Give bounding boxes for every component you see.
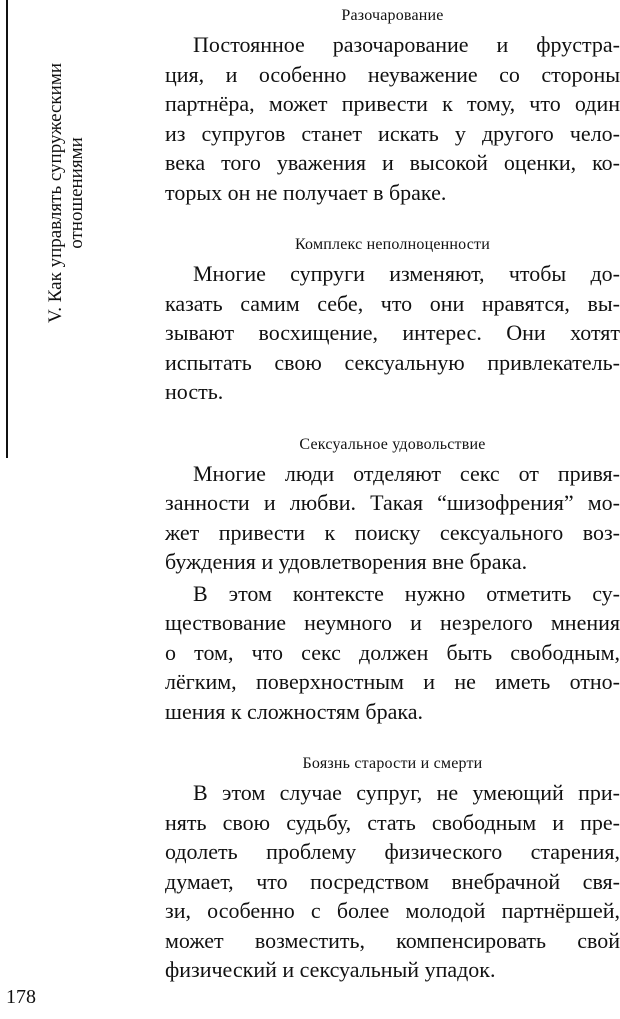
text-line: партнёра, может привести к тому, что один — [165, 91, 620, 116]
running-head-line-2: отношениями — [66, 137, 87, 249]
text-line: одолеть проблему физического старения, — [165, 839, 620, 864]
text-line: о том, что секс должен быть свободным, — [165, 639, 620, 665]
paragraph — [165, 259, 620, 407]
text-line: ность. — [165, 379, 224, 404]
text-line: занности и любви. Такая “шизофрения” мо- — [165, 490, 620, 515]
text-line: В этом случае супруг, не умеющий при- — [193, 780, 620, 805]
text-line: жет привести к поиску сексуального воз- — [165, 519, 620, 545]
text-line: шения к сложностям брака. — [165, 698, 423, 724]
running-head-line-1: V. Как управлять супружескими — [45, 62, 66, 324]
text-line: лёгким, поверхностным и не иметь отно- — [165, 669, 620, 694]
section-heading: Сексуальное удовольствие — [299, 435, 486, 453]
section — [165, 6, 620, 207]
text-line: ществование неумного и незрелого мнения — [165, 610, 620, 635]
running-head-rule — [6, 0, 8, 458]
text-line: века того уважения и высокой оценки, ко- — [165, 150, 620, 175]
text-line: нять свою судьбу, стать свободным и пре- — [165, 809, 620, 835]
text-line: казать самим себе, что они нравятся, вы- — [165, 290, 620, 316]
text-line: зи, особенно с более молодой партнёршей, — [165, 898, 620, 923]
page-number: 178 — [6, 986, 36, 1008]
text-line: Постоянное разочарование и фрустра- — [193, 32, 620, 57]
paragraph — [165, 579, 620, 727]
paragraph — [165, 459, 620, 577]
text-line: из супругов станет искать у другого чело- — [165, 120, 620, 146]
text-line: думает, что посредством внебрачной свя- — [165, 868, 620, 894]
text-line: Многие люди отделяют секс от привя- — [193, 460, 620, 486]
text-line: торых он не получает в браке. — [165, 179, 447, 205]
paragraph — [165, 30, 620, 207]
text-line: физический и сексуальный упадок. — [165, 957, 496, 982]
text-line: зывают восхищение, интерес. Они хотят — [165, 320, 620, 345]
text-line: В этом контексте нужно отметить су- — [193, 580, 620, 606]
text-line: испытать свою сексуальную привлекатель- — [165, 349, 620, 375]
section — [165, 235, 620, 407]
text-line: может возместить, компенсировать свой — [165, 927, 620, 953]
text-line: буждения и удовлетворения вне брака. — [165, 549, 528, 574]
section-heading: Боязнь старости и смерти — [302, 755, 483, 772]
text-line: ция, и особенно неуважение со стороны — [165, 61, 620, 87]
text-line: Многие супруги изменяют, чтобы до- — [193, 261, 620, 286]
section — [165, 435, 620, 727]
paragraph — [165, 778, 620, 985]
section-heading: Разочарование — [341, 7, 444, 24]
page-body — [165, 6, 620, 985]
section — [165, 754, 620, 985]
section-heading: Комплекс неполноценности — [294, 236, 491, 253]
